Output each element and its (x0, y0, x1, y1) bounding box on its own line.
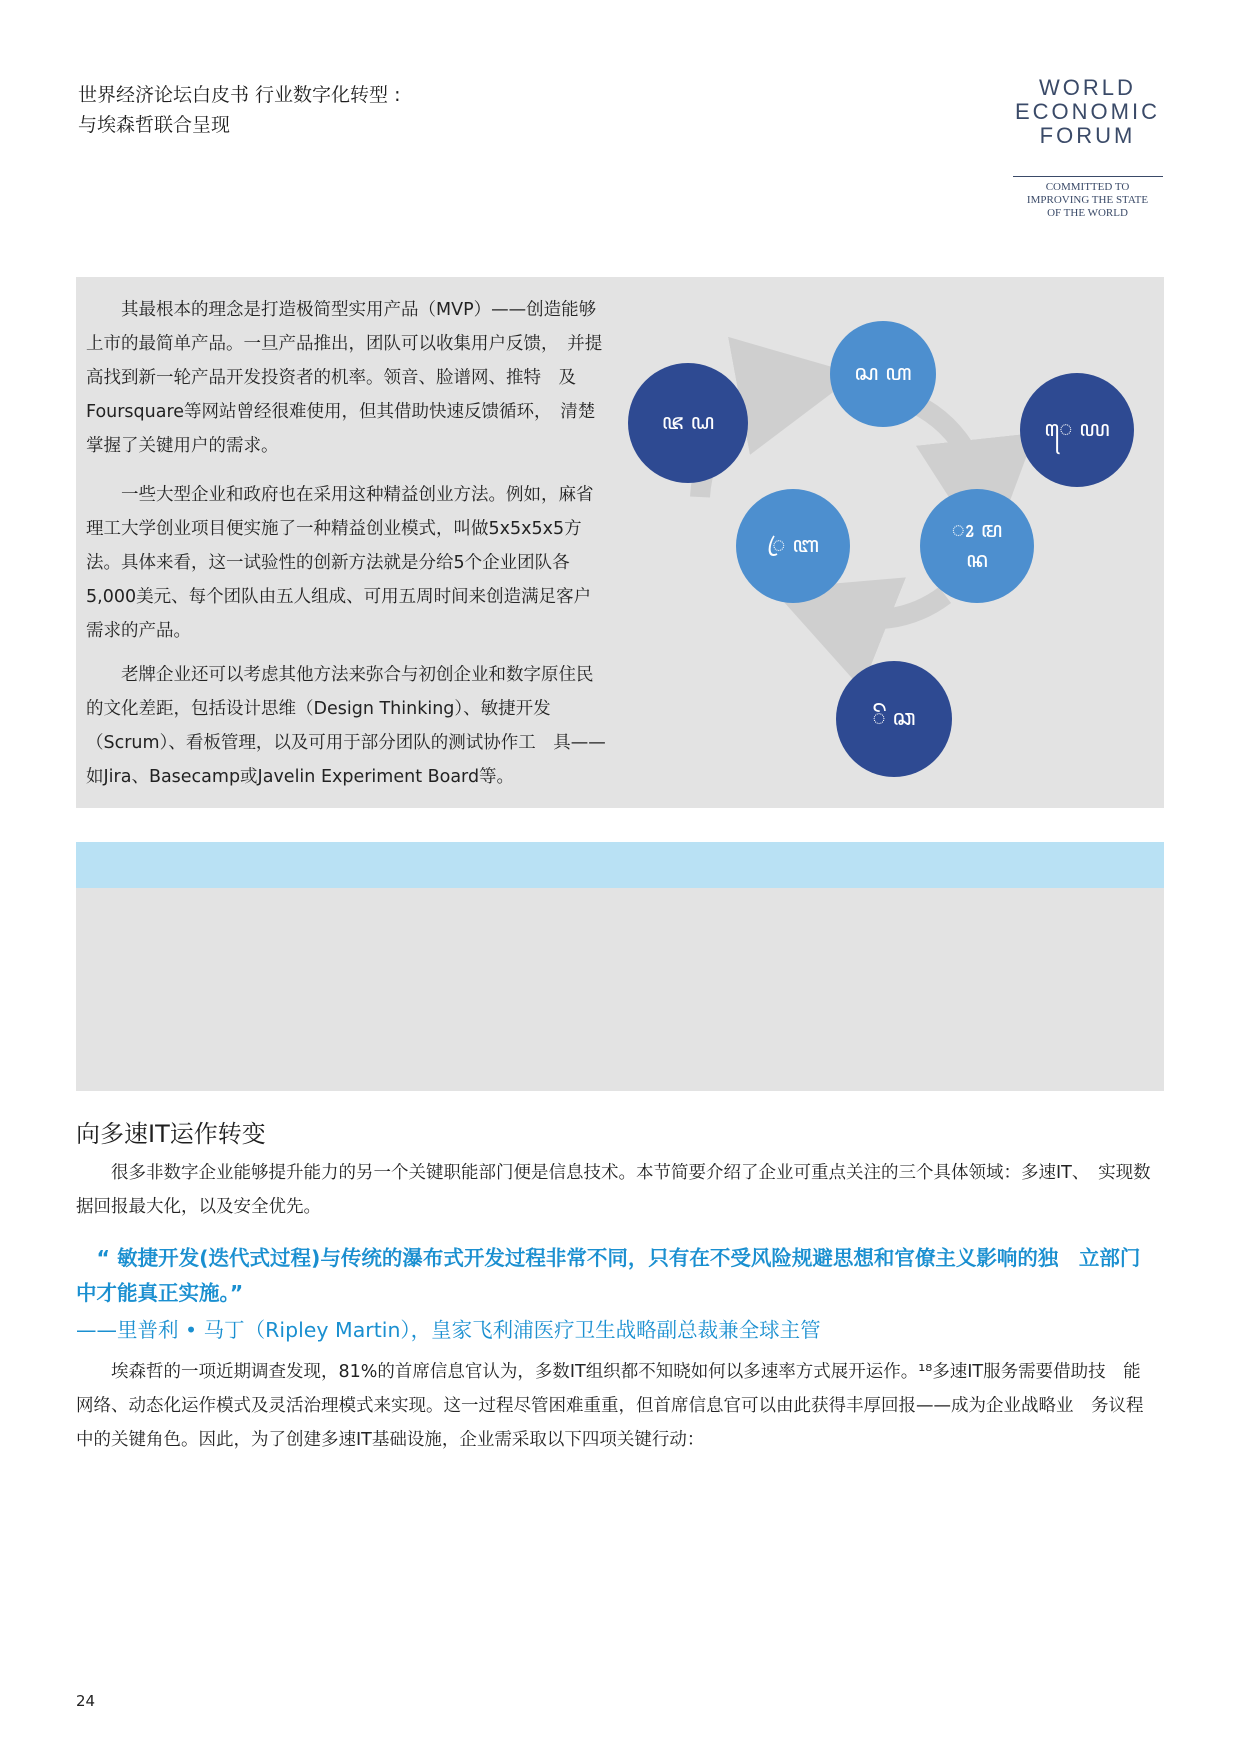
outer-circle-bottom: ꦼ ꦕ (836, 661, 952, 777)
logo-tagline-1: COMMITTED TO (1045, 181, 1130, 193)
pull-quote: “ 敏捷开发(迭代式过程)与传统的瀑布式开发过程非常不同，只有在不受风险规避思想和官僚主义影响的独 立部门中才能真正实施。” (76, 1246, 1141, 1305)
document-title: 世界经济论坛白皮书 行业数字化转型 :与埃森哲联合呈现 (78, 84, 401, 136)
section-body: 埃森哲的一项近期调查发现，81%的首席信息官认为，多数IT组织都不知晓如何以多速率方式展开运作。¹⁸多速IT服务需要借助技 能网络、动态化运作模式及灵活治理模式来实现。这一过程尽管困难重重，但首席信息官可以由此获得丰厚回报——成为企业战略业 务议程中的关键角色。因此，为了创建多速IT基础设施，企业需采取以下四项关键行动： (76, 1362, 1144, 1450)
outer-circle-right: ꦺ ꦪ (1020, 373, 1134, 487)
empty-callout-box (76, 888, 1164, 1091)
page-number: 24 (76, 1692, 96, 1710)
wef-logo (1000, 76, 1175, 220)
logo-line-world: WORLD (1039, 75, 1136, 100)
logo-tagline-3: OF THE WORLD (1047, 207, 1128, 219)
section-intro: 很多非数字企业能够提升能力的另一个关键职能部门便是信息技术。本节简要介绍了企业可重点关注的三个具体领域：多速IT、 实现数据回报最大化，以及安全优先。 (76, 1163, 1151, 1217)
cycle-circle-left: ꦿ ꦧ (736, 489, 850, 603)
cycle-circle-right: ꦴ ꦩ ꦤ (920, 489, 1034, 603)
box-paragraph-3: 老牌企业还可以考虑其他方法来弥合与初创企业和数字原住民的文化差距，包括设计思维（Design Thinking）、敏捷开发（Scrum）、看板管理，以及可用于部分团队的测试协作工 具——如Jira、Basecamp或Javelin Experiment Board等。 (86, 665, 606, 787)
logo-line-forum: FORUM (1039, 123, 1136, 148)
logo-divider (1013, 176, 1163, 177)
cycle-circle-top: ꦱ ꦲ (830, 321, 936, 427)
logo-tagline-2: IMPROVING THE STATE (1026, 194, 1149, 206)
blue-banner (76, 842, 1164, 888)
box-paragraph-1: 其最根本的理念是打造极简型实用产品（MVP）——创造能够上市的最简单产品。一旦产品推出，团队可以收集用户反馈， 并提高找到新一轮产品开发投资者的机率。领音、脸谱网、推特 及Foursquare等网站曾经很难使用，但其借助快速反馈循环， 清楚掌握了关键用户的需求。 (86, 300, 603, 456)
cycle-diagram (600, 277, 1164, 808)
logo-line-economic: ECONOMIC (1015, 99, 1160, 124)
box-paragraph-2: 一些大型企业和政府也在采用这种精益创业方法。例如，麻省理工大学创业项目便实施了一种精益创业模式，叫做5x5x5x5方法。具体来看，这一试验性的创新方法就是分给5个企业团队各5,000美元、每个团队由五人组成、可用五周时间来创造满足客户需求的产品。 (86, 485, 594, 641)
section-title: 向多速IT运作转变 (76, 1120, 266, 1148)
outer-circle-left: ꦗ ꦝ (628, 363, 748, 483)
cycle-arrow-bottom (828, 595, 945, 619)
quote-attribution: ——里普利 • 马丁（Ripley Martin），皇家飞利浦医疗卫生战略副总裁兼全球主管 (76, 1318, 821, 1342)
